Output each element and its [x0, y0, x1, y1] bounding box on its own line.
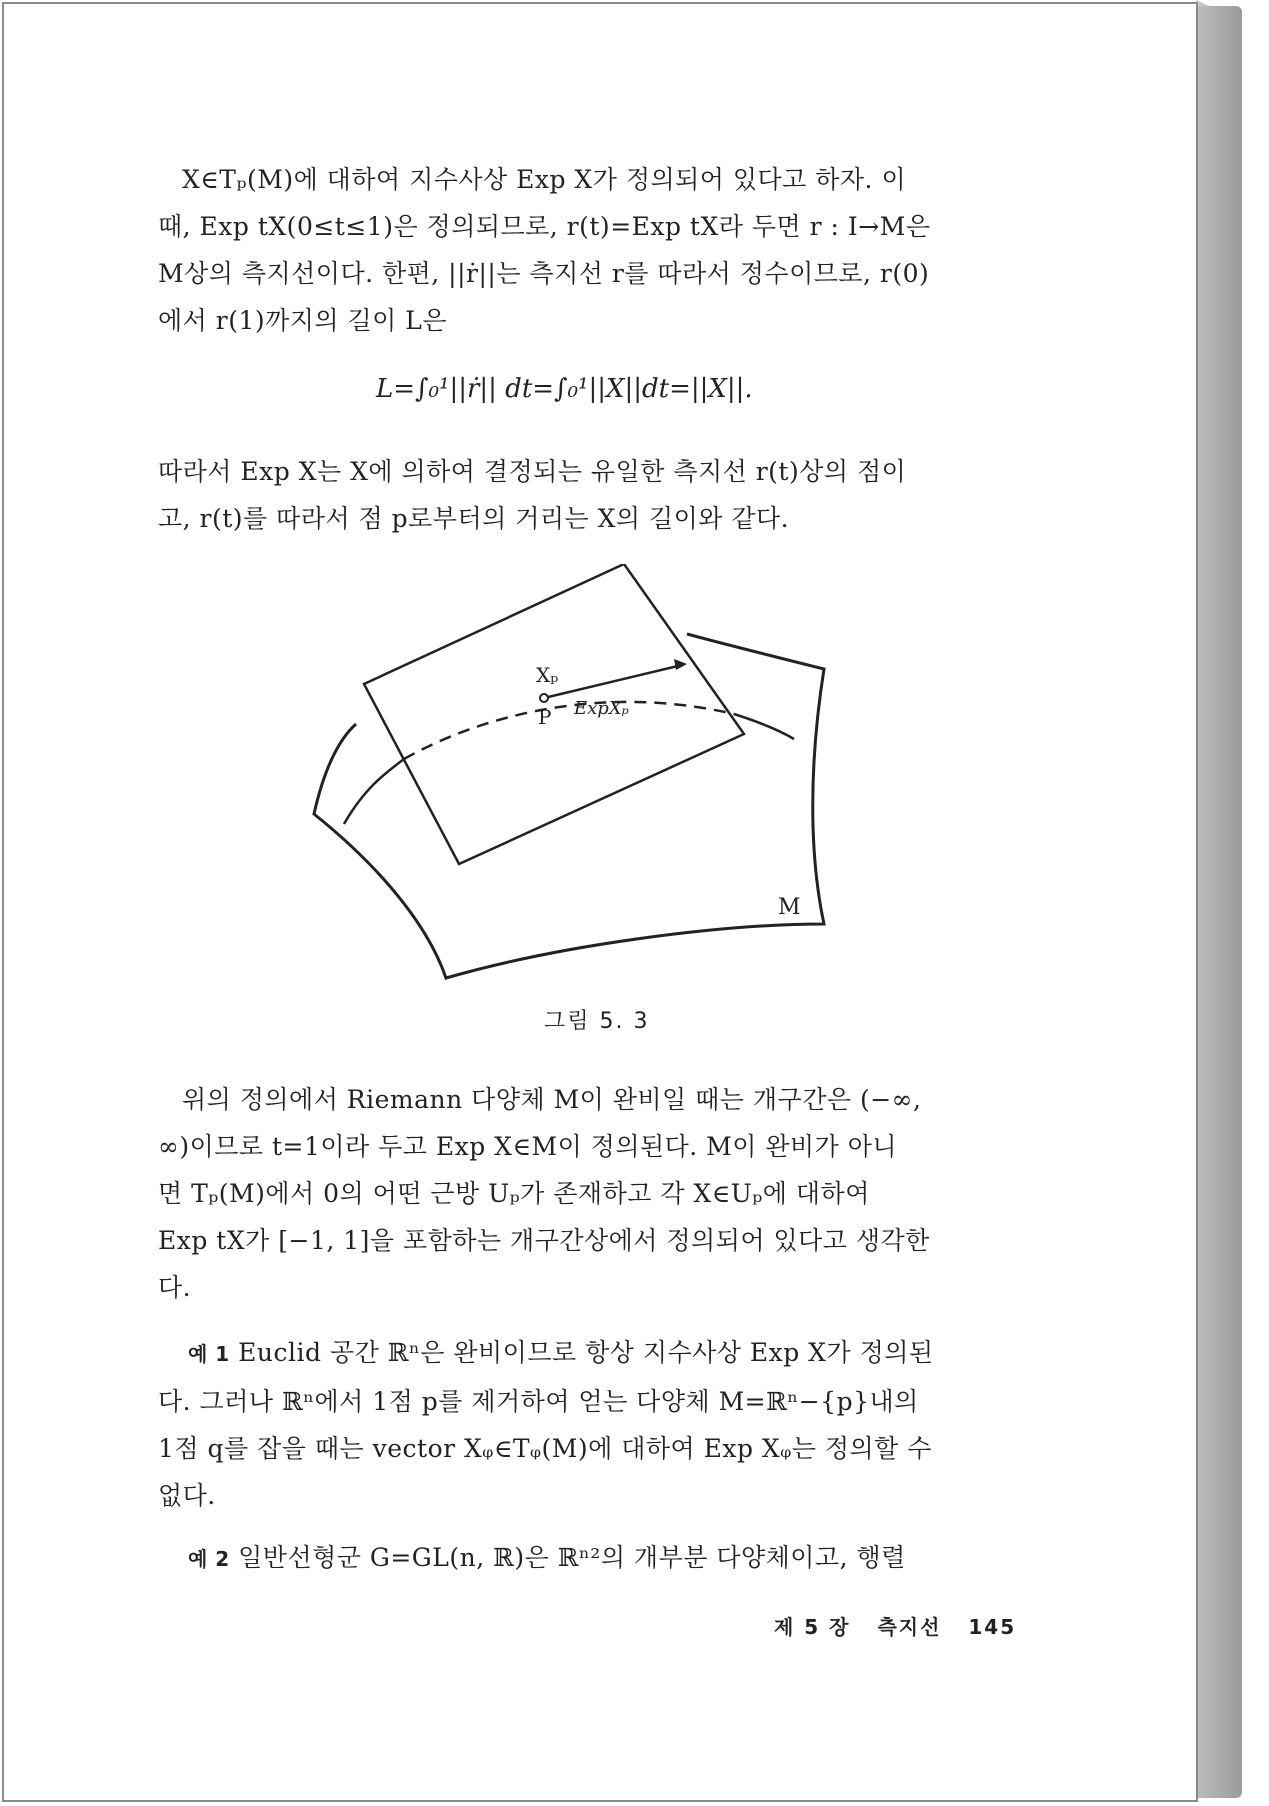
text-line: M상의 측지선이다. 한편, ||ṙ||는 측지선 r를 따라서 정수이므로, r(0) — [158, 259, 930, 288]
text-line: 때, Exp tX(0≤t≤1)은 정의되므로, r(t)=Exp tX라 두면 r : I→M은 — [158, 212, 931, 241]
paragraph-definition — [158, 156, 1026, 344]
text-line: 다. 그러나 ℝⁿ에서 1점 p를 제거하여 얻는 다양체 M=ℝⁿ−{p}내의 — [158, 1387, 919, 1416]
text-line — [158, 1329, 1026, 1378]
label-p: P — [538, 705, 552, 729]
label-xp: Xₚ — [536, 663, 559, 687]
page-edge-shadow — [1196, 6, 1242, 1798]
figure-caption: 그림 5. 3 — [544, 1009, 650, 1034]
text-line: 위의 정의에서 Riemann 다양체 M이 완비일 때는 개구간은 (−∞, — [182, 1085, 922, 1114]
text-line: 고, r(t)를 따라서 점 p로부터의 거리는 X의 길이와 같다. — [158, 504, 790, 533]
tangent-plane — [364, 564, 744, 864]
text-line: 에서 r(1)까지의 길이 L은 — [158, 306, 448, 335]
paragraph-conclusion — [158, 448, 1026, 542]
text-line: ∞)이므로 t=1이라 두고 Exp X∈M이 정의된다. M이 완비가 아니 — [158, 1132, 898, 1161]
book-page — [2, 2, 1198, 1802]
example-1-label: 예 1 — [188, 1342, 230, 1366]
text-line: 1점 q를 잡을 때는 vector Xᵩ∈Tᵩ(M)에 대하여 Exp Xᵩ는 정의할 수 — [158, 1434, 932, 1463]
text-line: Exp tX가 [−1, 1]을 포함하는 개구간상에서 정의되어 있다고 생각한 — [158, 1226, 930, 1255]
example-1-first-line: Euclid 공간 ℝⁿ은 완비이므로 항상 지수사상 Exp X가 정의된 — [229, 1338, 934, 1367]
example-2-label: 예 2 — [188, 1547, 230, 1571]
paragraph-completeness — [158, 1076, 1026, 1311]
geodesic-curve-left — [344, 759, 404, 824]
length-equation: L=∫₀¹||ṙ|| dt=∫₀¹||X||dt=||X||. — [376, 374, 753, 404]
page-number: 145 — [968, 1615, 1017, 1639]
page-footer — [774, 1611, 1034, 1640]
text-line: 없다. — [158, 1481, 216, 1510]
footer-title: 측지선 — [877, 1615, 942, 1639]
example-2-first-line: 일반선형군 G=GL(n, ℝ)은 ℝⁿ²의 개부분 다양체이고, 행렬 — [229, 1543, 906, 1572]
text-line: 면 Tₚ(M)에서 0의 어떤 근방 Uₚ가 존재하고 각 X∈Uₚ에 대하여 — [158, 1179, 870, 1208]
text-line: 따라서 Exp X는 X에 의하여 결정되는 유일한 측지선 r(t)상의 점이 — [158, 457, 907, 486]
text-line: 다. — [158, 1273, 192, 1302]
geodesic-figure — [304, 564, 844, 984]
text-line — [158, 1534, 1026, 1583]
footer-chapter: 제 5 장 — [774, 1615, 851, 1639]
point-p — [540, 694, 548, 702]
example-2 — [158, 1534, 1026, 1583]
label-m: M — [778, 895, 801, 920]
example-1 — [158, 1329, 1026, 1519]
label-exp: ExpXₚ — [574, 698, 629, 719]
text-line: X∈Tₚ(M)에 대하여 지수사상 Exp X가 정의되어 있다고 하자. 이 — [182, 165, 907, 194]
